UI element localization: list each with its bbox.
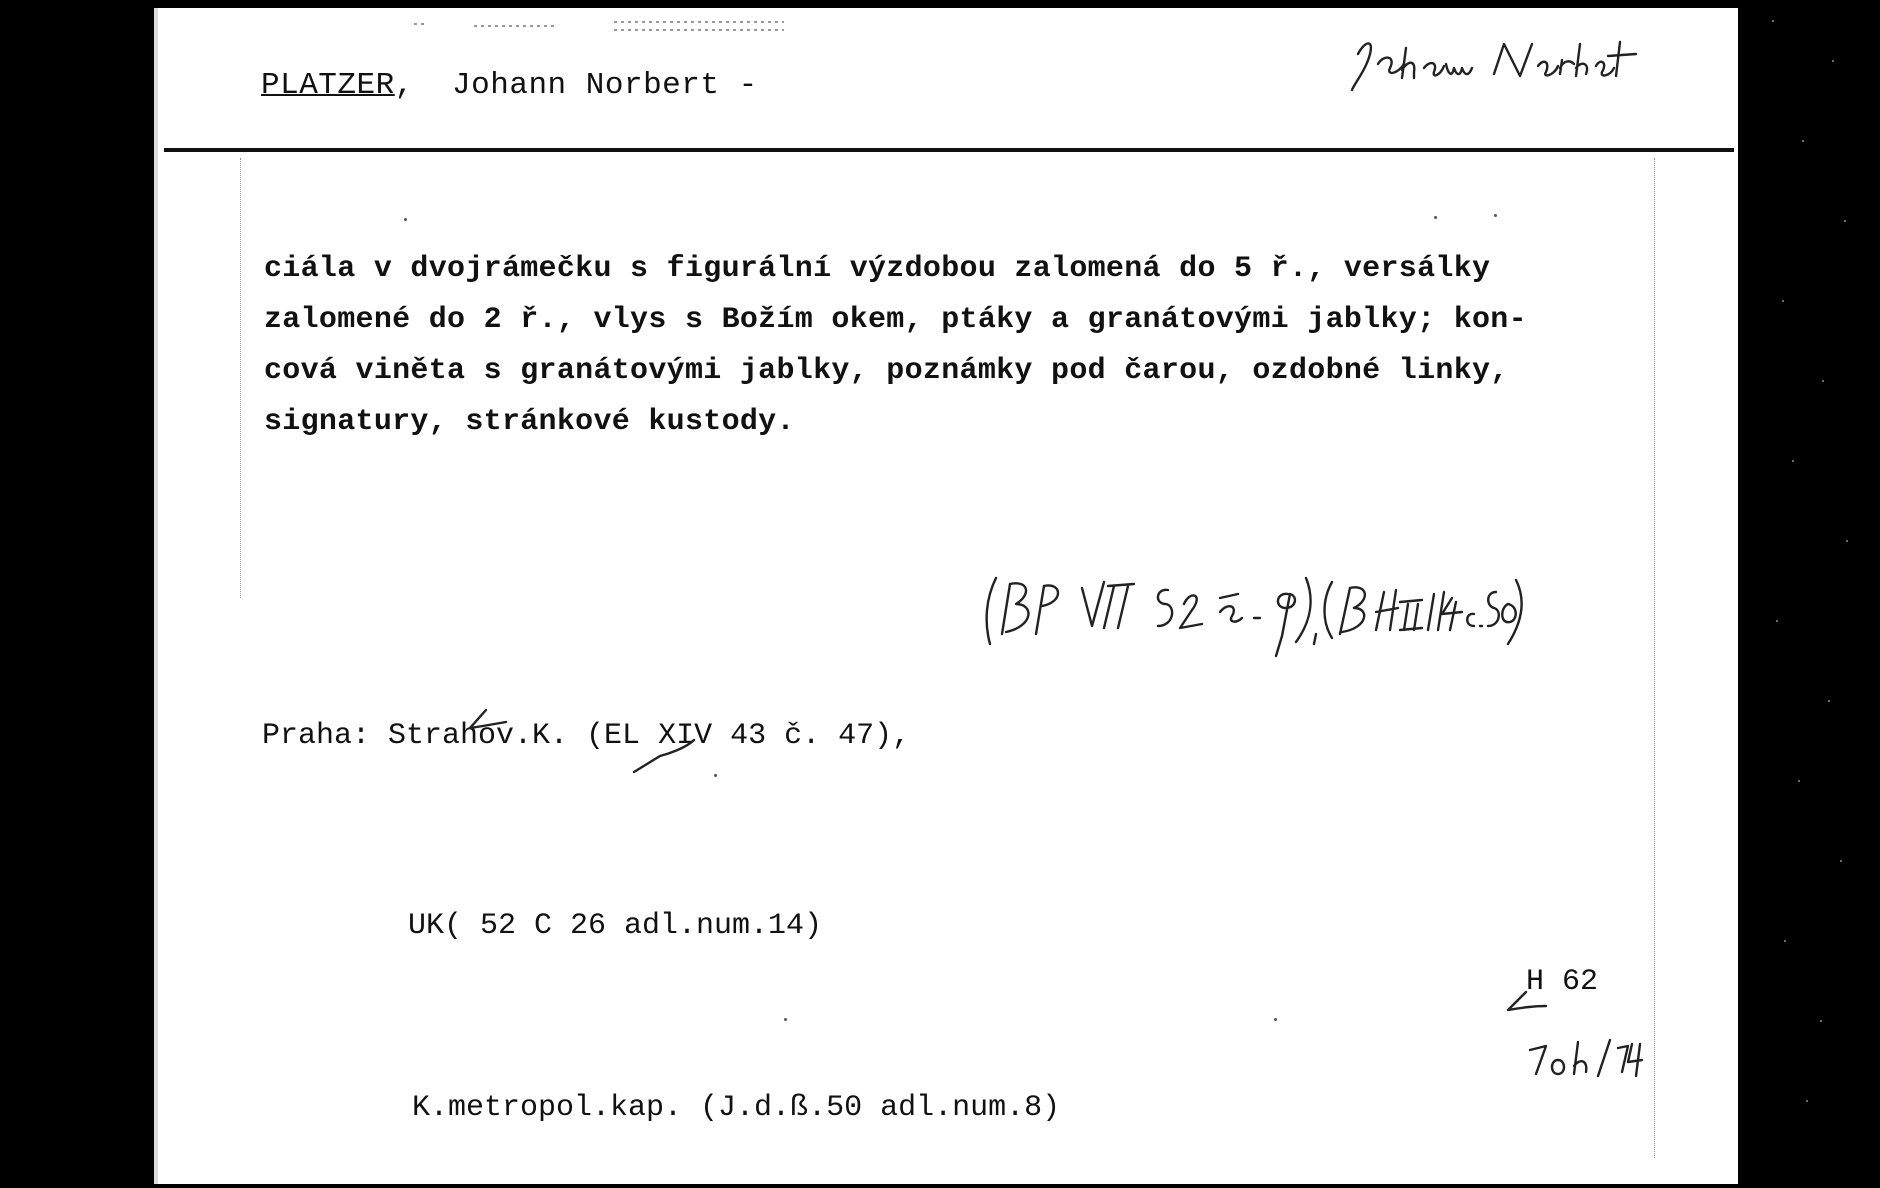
holding-metropolitan-chapter: K.metropol.kap. (J.d.ß.50 adl.num.8) [412, 1091, 1061, 1125]
description-line: signatury, stránkové kustody. [264, 405, 795, 439]
handwritten-name-signature [1344, 24, 1664, 94]
scan-speck [1274, 1018, 1277, 1021]
margin-guide-left [240, 158, 242, 598]
heading-rule [164, 148, 1734, 152]
scan-speck [404, 218, 407, 221]
description-line: cová viněta s granátovými jablky, poznámky pod čarou, ozdobné linky, [264, 354, 1509, 388]
shelf-mark: H 62 [1526, 965, 1599, 999]
scan-speck [784, 1018, 787, 1021]
description-line: ciála v dvojrámečku s figurální výzdobou zalomená do 5 ř., versálky [264, 252, 1491, 286]
card-edge [154, 8, 158, 1184]
holding-prague-strahov: Praha: Strahov.K. (EL XIV 43 č. 47), [262, 719, 911, 753]
catalog-card [154, 8, 1738, 1184]
holdings-list [262, 586, 1060, 1188]
scan-speck [1494, 214, 1497, 217]
holding-uk: UK( 52 C 26 adl.num.14) [408, 909, 823, 943]
card-heading: PLATZER, Johann Norbert - [261, 68, 758, 103]
description-text [264, 244, 1724, 448]
handwritten-accession-note [1524, 1032, 1644, 1082]
surname: PLATZER [261, 68, 395, 103]
faint-typing-artifact [404, 12, 804, 38]
scan-noise-margin [1762, 0, 1862, 1188]
description-line: zalomené do 2 ř., vlys s Božím okem, ptáky a granátovými jablky; kon- [264, 303, 1527, 337]
handwritten-shelfmark-check [1494, 988, 1554, 1028]
scan-speck [714, 774, 717, 777]
handwritten-shelfmark-annotation [980, 564, 1520, 662]
handwritten-check-marks [454, 696, 714, 776]
scan-speck [1434, 216, 1437, 219]
given-names: Johann Norbert [452, 68, 720, 103]
